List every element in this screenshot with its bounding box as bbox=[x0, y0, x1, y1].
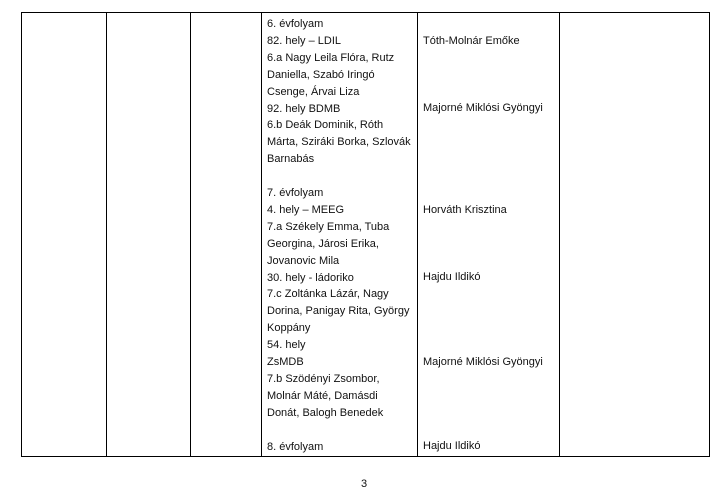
grade-6-names-2-line-3: Barnabás bbox=[267, 153, 315, 166]
grade-6-names-1-line-3: Csenge, Árvai Liza bbox=[267, 85, 360, 98]
table-cell-col1 bbox=[22, 13, 107, 457]
grade-7-names-3-line-2: Molnár Máté, Damásdi bbox=[267, 389, 378, 402]
teacher-name: Hajdu Ildikó bbox=[423, 271, 481, 284]
grade-7-place-1: 4. hely – MEEG bbox=[267, 203, 345, 216]
grade-6-place-1: 82. hely – LDIL bbox=[267, 34, 341, 47]
grade-7-place-3-line-1: 54. hely bbox=[267, 339, 306, 352]
grade-6-names-2-line-1: 6.b Deák Dominik, Róth bbox=[267, 119, 384, 132]
grade-8-header: 8. évfolyam bbox=[267, 440, 324, 453]
page-number: 3 bbox=[360, 478, 368, 490]
grade-7-names-1-line-1: 7.a Székely Emma, Tuba bbox=[267, 220, 390, 233]
teacher-name: Horváth Krisztina bbox=[423, 203, 507, 216]
spacer bbox=[267, 422, 412, 439]
grade-7-place-3-line-2: ZsMDB bbox=[267, 356, 304, 369]
teacher-name: Hajdu Ildikó bbox=[423, 440, 481, 453]
table-cell-participants bbox=[262, 13, 418, 457]
grade-7-header: 7. évfolyam bbox=[267, 187, 324, 200]
grade-7-names-3-line-3: Donát, Balogh Benedek bbox=[267, 406, 384, 419]
grade-7-names-1-line-3: Jovanovic Mila bbox=[267, 254, 340, 267]
table-cell-col6 bbox=[560, 13, 710, 457]
grade-6-names-1-line-2: Daniella, Szabó Iringó bbox=[267, 68, 375, 81]
grade-6-header: 6. évfolyam bbox=[267, 18, 324, 30]
grade-6-names-2-line-2: Márta, Sziráki Borka, Szlovák bbox=[267, 136, 411, 149]
teacher-name: Tóth-Molnár Emőke bbox=[423, 34, 520, 47]
grade-6-names-1-line-1: 6.a Nagy Leila Flóra, Rutz bbox=[267, 51, 395, 64]
grade-7-names-2-line-3: Koppány bbox=[267, 322, 311, 335]
table-cell-col2 bbox=[107, 13, 191, 457]
grade-6-place-2: 92. hely BDMB bbox=[267, 102, 341, 115]
teacher-name: Majorné Miklósi Gyöngyi bbox=[423, 355, 543, 368]
grade-7-names-3-line-1: 7.b Szödényi Zsombor, bbox=[267, 373, 380, 386]
table-row bbox=[22, 13, 710, 457]
grade-7-names-2-line-1: 7.c Zoltánka Lázár, Nagy bbox=[267, 288, 389, 301]
grade-7-names-1-line-2: Georgina, Járosi Erika, bbox=[267, 237, 379, 250]
grade-7-names-2-line-2: Dorina, Panigay Rita, György bbox=[267, 305, 410, 318]
spacer bbox=[267, 168, 412, 185]
table-cell-teachers bbox=[418, 13, 560, 457]
results-table bbox=[21, 12, 710, 457]
grade-7-place-2: 30. hely - ládoriko bbox=[267, 271, 354, 284]
table-cell-col3 bbox=[191, 13, 262, 457]
teacher-name: Majorné Miklósi Gyöngyi bbox=[423, 102, 543, 115]
